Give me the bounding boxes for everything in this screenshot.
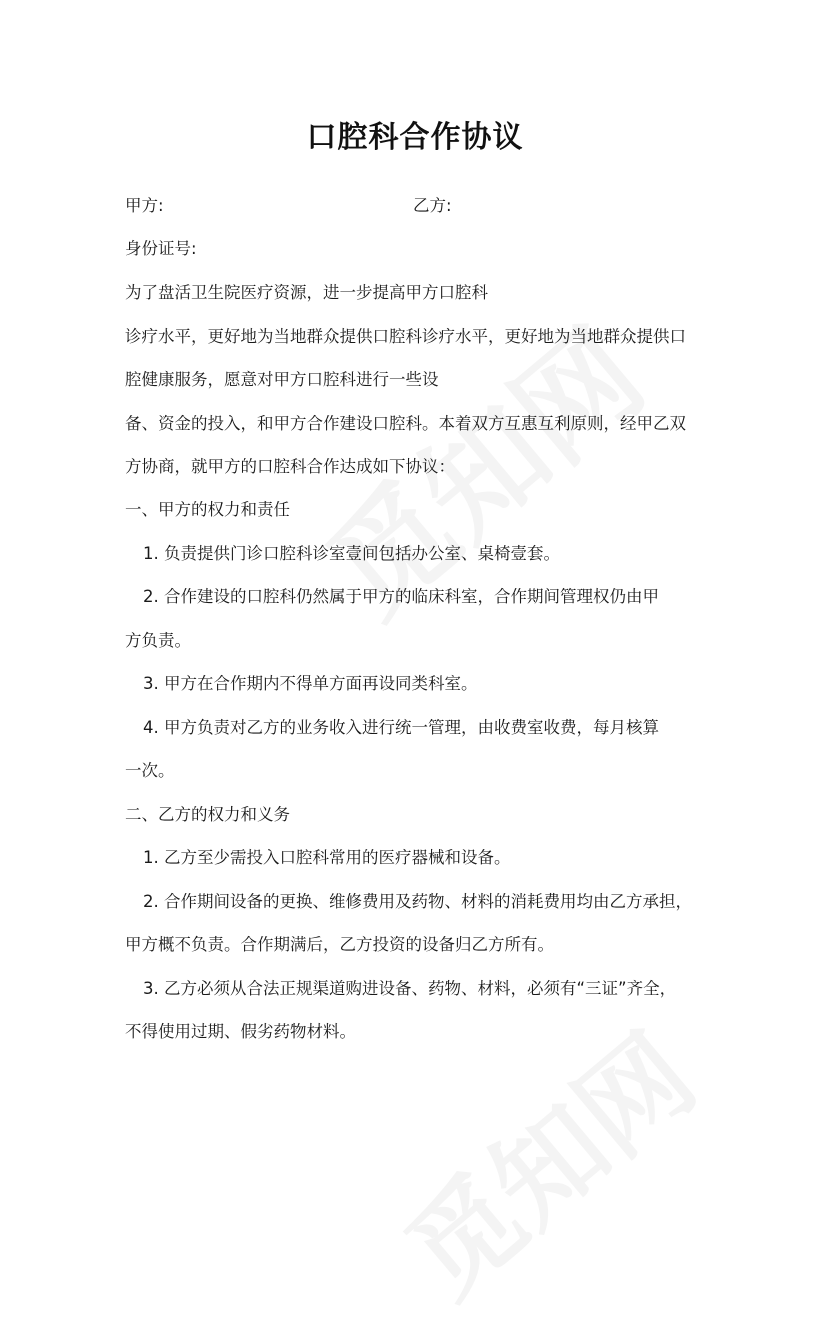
intro-line: 腔健康服务，愿意对甲方口腔科进行一些设 [125, 370, 439, 389]
section2-item-continued: 甲方概不负责。合作期满后，乙方投资的设备归乙方所有。 [125, 935, 554, 954]
section1-heading: 一、甲方的权力和责任 [125, 500, 290, 519]
document-title: 口腔科合作协议 [306, 120, 524, 155]
section2-item: 1. 乙方至少需投入口腔科常用的医疗器械和设备。 [143, 848, 511, 867]
section2-heading: 二、乙方的权力和义务 [125, 805, 290, 824]
section1-item: 1. 负责提供门诊口腔科诊室壹间包括办公室、桌椅壹套。 [143, 544, 560, 563]
party-a-label: 甲方: [125, 196, 164, 215]
section1-item-continued: 一次。 [125, 761, 175, 780]
section2-item: 3. 乙方必须从合法正规渠道购进设备、药物、材料，必须有“三证”齐全， [143, 979, 677, 998]
section1-item: 3. 甲方在合作期内不得单方面再设同类科室。 [143, 674, 478, 693]
section2-item: 2. 合作期间设备的更换、维修费用及药物、材料的消耗费用均由乙方承担， [143, 892, 692, 911]
id-number-label: 身份证号: [125, 239, 197, 258]
section1-item: 2. 合作建设的口腔科仍然属于甲方的临床科室，合作期间管理权仍由甲 [143, 587, 659, 606]
intro-line: 诊疗水平，更好地为当地群众提供口腔科诊疗水平，更好地为当地群众提供口 [125, 327, 686, 346]
intro-line: 备、资金的投入，和甲方合作建设口腔科。本着双方互惠互利原则，经甲乙双 [125, 414, 686, 433]
section2-item-continued: 不得使用过期、假劣药物材料。 [125, 1022, 356, 1041]
section1-item: 4. 甲方负责对乙方的业务收入进行统一管理，由收费室收费，每月核算 [143, 718, 659, 737]
intro-line: 方协商，就甲方的口腔科合作达成如下协议： [125, 457, 455, 476]
watermark [368, 992, 722, 1325]
intro-line: 为了盘活卫生院医疗资源，进一步提高甲方口腔科 [125, 283, 488, 302]
party-b-label: 乙方: [413, 196, 452, 215]
section1-item-continued: 方负责。 [125, 631, 191, 650]
